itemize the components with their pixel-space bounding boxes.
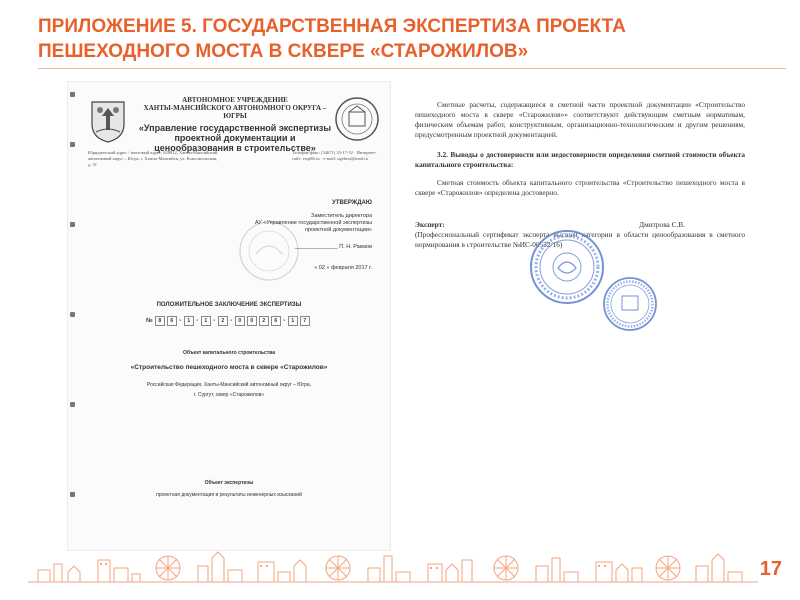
reg-digit: 2 xyxy=(259,316,269,326)
address-left: Юридический адрес / почтовый адрес: 628012, Ханты-Мансийский автономный округ – Югра, г. Ханты-Мансийск, ул. Комсомольская, д. 31 xyxy=(88,150,218,167)
object-location-line-2: г. Сургут, сквер «Старожилов» xyxy=(193,392,265,398)
approver-position: Заместитель директора xyxy=(311,213,372,219)
coat-of-arms-icon xyxy=(88,98,128,144)
expert-certificate: (Профессиональный сертификат эксперта высшей категории в области ценообразования в сметного нормирования в строительстве №ИС-00532/16) xyxy=(415,230,745,249)
reg-digit: 1 xyxy=(184,316,194,326)
approve-heading: УТВЕРЖДАЮ xyxy=(332,200,372,206)
signature-line: ______________ xyxy=(294,244,340,250)
approval-block xyxy=(232,200,372,272)
reg-separator: - xyxy=(213,318,216,324)
blue-small-seal-icon xyxy=(602,276,658,332)
slide-title: ПРИЛОЖЕНИЕ 5. ГОСУДАРСТВЕННАЯ ЭКСПЕРТИЗА ПРОЕКТА ПЕШЕХОДНОГО МОСТА В СКВЕРЕ «СТАРОЖИЛОВ» xyxy=(38,16,626,62)
approver-name: П. Н. Рамзов xyxy=(339,244,372,250)
object-location-line-1: Российская Федерация, Ханты-Мансийский автономный округ – Югра, xyxy=(146,382,312,388)
page-number: 17 xyxy=(759,558,782,580)
estimate-paragraph: Сметные расчеты, содержащиеся в сметной части проектной документации «Строительство пешеходного моста в сквере «Старожилов»» соответствуют действующим сметным нормативам, физическим объемам работ, конструктивным, организационно-технологическим и другим решениям, предусмотренным проектной документацией. xyxy=(415,100,745,139)
org-name-full: «Управление государственной экспертизы проектной документации и ценообразования в строительстве» xyxy=(138,123,332,153)
reg-digit: 2 xyxy=(218,316,228,326)
issuing-organization xyxy=(136,96,334,153)
object-caption: Объект капитального строительства xyxy=(183,350,275,356)
expert-label: Эксперт: xyxy=(415,220,445,229)
blue-round-seal-icon xyxy=(528,228,606,306)
title-divider xyxy=(38,68,786,69)
reg-separator: - xyxy=(283,318,286,324)
reg-digit: 1 xyxy=(201,316,211,326)
reg-separator: - xyxy=(230,318,233,324)
expertise-caption: Объект экспертизы xyxy=(204,480,254,486)
expertise-subject: проектная документация и результаты инженерных изысканий xyxy=(156,492,302,498)
address-right: Телефон/факс: (34671) 33-17-32 · Интернет-сайт: ewp86.ru · e-mail: ugebest@mail.ru xyxy=(292,150,377,161)
registration-number xyxy=(146,316,310,326)
expert-name: Дмитрова С.В. xyxy=(639,220,685,229)
organization-seal-icon xyxy=(334,96,380,142)
approver-organization: АУ «Управление государственной экспертизы проектной документации» xyxy=(254,220,372,233)
approval-date: « 02 » февраля 2017 г. xyxy=(314,265,372,271)
reg-separator: - xyxy=(179,318,182,324)
scanned-document-page xyxy=(68,82,390,550)
object-name: «Строительство пешеходного моста в сквере «Старожилов» xyxy=(130,364,328,371)
org-name-line-1: АВТОНОМНОЕ УЧРЕЖДЕНИЕ xyxy=(182,96,288,104)
estimate-conclusion: Сметная стоимость объекта капитального строительства «Строительство пешеходного моста в сквере «Старожилов» определена достоверно. xyxy=(415,178,745,197)
approver-signature xyxy=(232,244,372,251)
reg-digit: 0 xyxy=(247,316,257,326)
reg-number-prefix: № xyxy=(146,318,153,324)
reg-digit: 1 xyxy=(288,316,298,326)
reg-digit: 0 xyxy=(235,316,245,326)
conclusions-heading: 3.2. Выводы о достоверности или недостоверности определения сметной стоимости объекта капитального строительства: xyxy=(415,150,745,169)
conclusion-title: ПОЛОЖИТЕЛЬНОЕ ЗАКЛЮЧЕНИЕ ЭКСПЕРТИЗЫ xyxy=(156,302,302,308)
reg-digit: 7 xyxy=(300,316,310,326)
reg-separator: - xyxy=(196,318,199,324)
org-name-line-2: ХАНТЫ-МАНСИЙСКОГО АВТОНОМНОГО ОКРУГА – ЮГРЫ xyxy=(143,104,327,120)
reg-digit: 8 xyxy=(155,316,165,326)
reg-digit: 6 xyxy=(271,316,281,326)
reg-digit: 6 xyxy=(167,316,177,326)
city-skyline-decoration xyxy=(28,548,758,584)
